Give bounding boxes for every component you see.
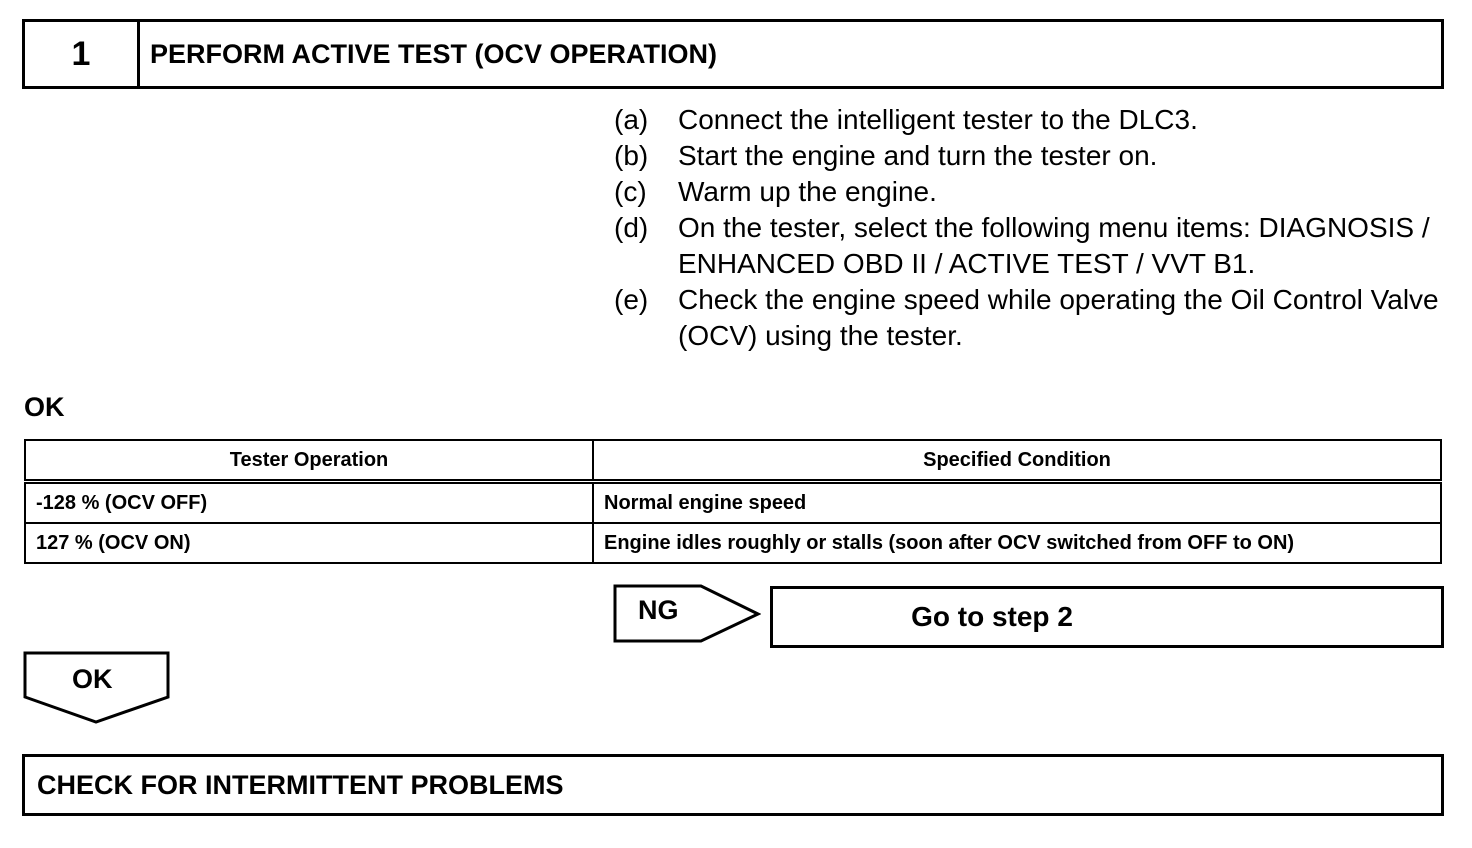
step-header — [22, 19, 1444, 89]
table-cell: 127 % (OCV ON) — [25, 523, 593, 563]
instruction-text: Check the engine speed while operating the Oil Control Valve (OCV) using the tester. — [678, 284, 1439, 351]
step-number: 1 — [25, 22, 140, 86]
instruction-letter: (c) — [614, 176, 647, 207]
ok-heading: OK — [24, 392, 65, 422]
table-cell: Normal engine speed — [593, 482, 1441, 524]
instruction-item — [614, 102, 1444, 138]
column-header: Specified Condition — [593, 440, 1441, 482]
ng-arrow-icon — [613, 584, 761, 644]
ng-result-text: Go to step 2 — [911, 601, 1073, 632]
instruction-letter: (b) — [614, 140, 649, 171]
table-header-row — [25, 440, 1441, 482]
instruction-item — [614, 174, 1444, 210]
table-cell: -128 % (OCV OFF) — [25, 482, 593, 524]
table-cell: Engine idles roughly or stalls (soon after OCV switched from OFF to ON) — [593, 523, 1441, 563]
ng-label: NG — [638, 595, 679, 625]
table-row — [25, 523, 1441, 563]
instruction-text: Warm up the engine. — [678, 176, 937, 207]
ok-result-box — [22, 754, 1444, 816]
instruction-item — [614, 282, 1444, 354]
instruction-letter: (e) — [614, 284, 649, 315]
instruction-item — [614, 138, 1444, 174]
ok-arrow-label: OK — [72, 664, 113, 694]
instruction-letter: (d) — [614, 212, 649, 243]
column-header: Tester Operation — [25, 440, 593, 482]
instruction-item — [614, 210, 1444, 282]
spec-table — [24, 439, 1442, 564]
step-title: PERFORM ACTIVE TEST (OCV OPERATION) — [150, 38, 718, 69]
instruction-text: Connect the intelligent tester to the DLC3. — [678, 104, 1198, 135]
instruction-text: Start the engine and turn the tester on. — [678, 140, 1158, 171]
instruction-letter: (a) — [614, 104, 649, 135]
ok-result-text: CHECK FOR INTERMITTENT PROBLEMS — [37, 769, 564, 800]
table-row — [25, 482, 1441, 524]
ng-result-box — [770, 586, 1444, 648]
instruction-text: On the tester, select the following menu items: DIAGNOSIS / ENHANCED OBD II / ACTIVE TEST / VVT B1. — [678, 212, 1430, 279]
instruction-list — [614, 102, 1444, 354]
